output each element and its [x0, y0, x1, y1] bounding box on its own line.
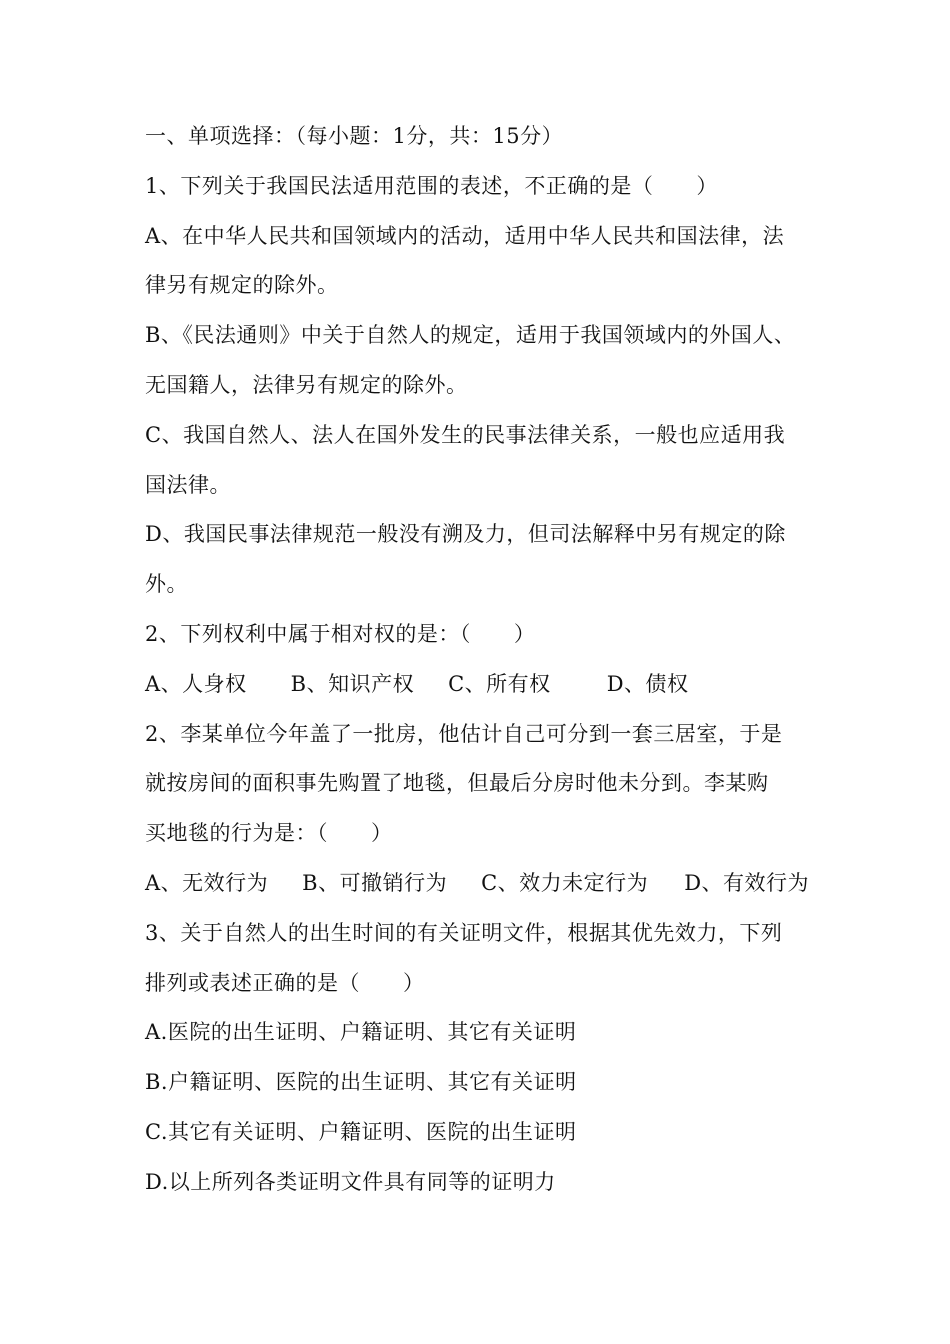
question-2b-option-a: A、无效行为: [145, 870, 269, 895]
question-1-option-b-line1: B、《民法通则》中关于自然人的规定，适用于我国领域内的外国人、: [145, 323, 796, 348]
question-1-option-c-line2: 国法律。: [145, 472, 231, 497]
question-3-option-b: B.户籍证明、医院的出生证明、其它有关证明: [145, 1070, 577, 1095]
question-1-option-a-line1: A、在中华人民共和国领域内的活动，适用中华人民共和国法律，法: [145, 223, 785, 248]
question-2b-stem-line1: 2、李某单位今年盖了一批房，他估计自己可分到一套三居室，于是: [145, 721, 783, 746]
question-3-option-a: A.医院的出生证明、户籍证明、其它有关证明: [145, 1020, 577, 1045]
question-3-option-c: C.其它有关证明、户籍证明、医院的出生证明: [145, 1119, 577, 1144]
question-1-option-d-line1: D、我国民事法律规范一般没有溯及力，但司法解释中另有规定的除: [145, 522, 786, 547]
exam-content: [145, 116, 815, 1212]
section-heading: 一、单项选择：（每小题：1分，共：15分）: [145, 124, 564, 148]
question-2a-option-c: C、所有权: [448, 671, 551, 696]
question-2b-option-d: D、有效行为: [684, 870, 810, 895]
question-2b-options: [145, 863, 815, 913]
question-2b-stem-line3: 买地毯的行为是：（ ）: [145, 821, 393, 846]
question-1-option-b-line2: 无国籍人，法律另有规定的除外。: [145, 372, 468, 397]
question-3-stem-line2: 排列或表述正确的是（ ）: [145, 970, 425, 995]
question-2b-stem-line2: 就按房间的面积事先购置了地毯，但最后分房时他未分到。李某购: [145, 771, 769, 796]
question-3-option-d: D.以上所列各类证明文件具有同等的证明力: [145, 1169, 556, 1194]
question-1-option-d-line2: 外。: [145, 572, 188, 597]
question-2b-option-c: C、效力未定行为: [481, 870, 649, 895]
question-1-option-c-line1: C、我国自然人、法人在国外发生的民事法律关系，一般也应适用我: [145, 422, 786, 447]
question-2a-stem: 2、下列权利中属于相对权的是：（ ）: [145, 621, 536, 646]
question-1-option-a-line2: 律另有规定的除外。: [145, 273, 339, 298]
question-2b-option-b: B、可撤销行为: [302, 870, 448, 895]
question-2a-options: [145, 664, 815, 714]
question-2a-option-d: D、债权: [606, 671, 689, 696]
question-2a-option-b: B、知识产权: [290, 671, 415, 696]
question-3-stem-line1: 3、关于自然人的出生时间的有关证明文件，根据其优先效力，下列: [145, 920, 783, 945]
question-2a-option-a: A、人身权: [145, 671, 247, 696]
question-1-stem: 1、下列关于我国民法适用范围的表述，不正确的是（ ）: [145, 173, 718, 198]
